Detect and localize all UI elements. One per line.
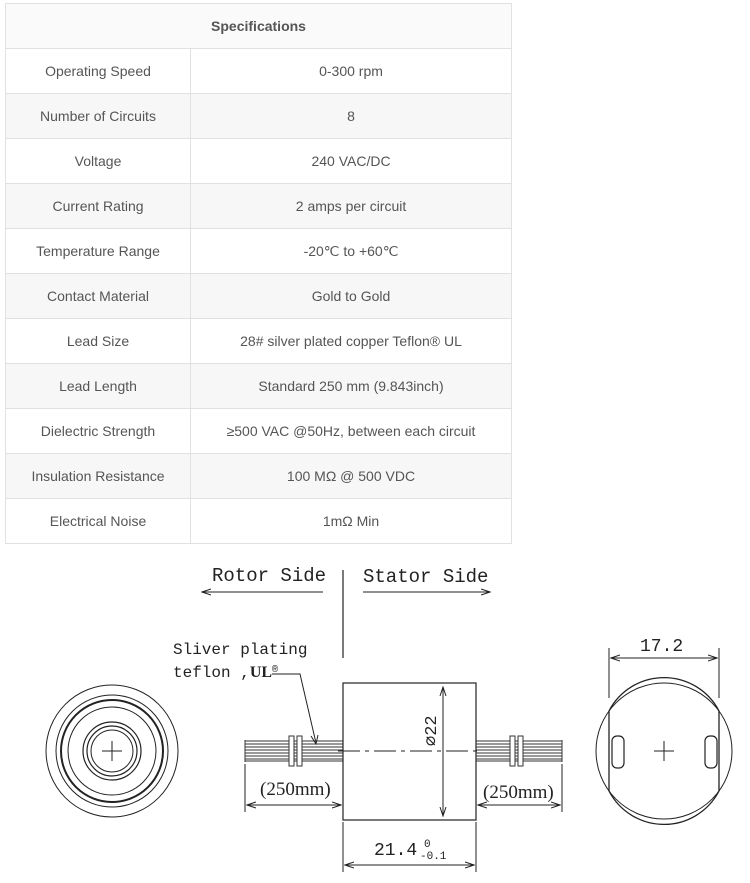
table-row (6, 229, 512, 274)
spec-value: 240 VAC/DC (191, 139, 512, 184)
lead-note-line1: Sliver plating (173, 641, 308, 659)
table-row (6, 139, 512, 184)
table-row (6, 499, 512, 544)
spec-value: 100 MΩ @ 500 VDC (191, 454, 512, 499)
spec-label: Lead Size (6, 319, 191, 364)
stator-end-view (596, 648, 732, 824)
table-row (6, 184, 512, 229)
table-row (6, 364, 512, 409)
left-lead-length-label: (250mm) (260, 779, 331, 800)
left-lead-wires (245, 736, 343, 766)
spec-value: 1mΩ Min (191, 499, 512, 544)
table-title: Specifications (6, 4, 512, 49)
rotor-end-view (46, 685, 178, 817)
spec-label: Dielectric Strength (6, 409, 191, 454)
lead-note-reg: ® (272, 665, 279, 676)
rotor-side-label: Rotor Side (212, 565, 327, 587)
tolerance-upper: 0 (424, 839, 431, 851)
flat-width-label: 17.2 (640, 637, 684, 657)
spec-value: 28# silver plated copper Teflon® UL (191, 319, 512, 364)
spec-value: Gold to Gold (191, 274, 512, 319)
specifications-table (5, 3, 512, 544)
spec-label: Lead Length (6, 364, 191, 409)
spec-value: 0-300 rpm (191, 49, 512, 94)
spec-value: Standard 250 mm (9.843inch) (191, 364, 512, 409)
lead-note-line2 (173, 664, 278, 682)
table-header-row (6, 4, 512, 49)
table-row (6, 454, 512, 499)
spec-value: 2 amps per circuit (191, 184, 512, 229)
spec-label: Temperature Range (6, 229, 191, 274)
table-row (6, 319, 512, 364)
spec-value: 8 (191, 94, 512, 139)
lead-note-leader (272, 674, 316, 743)
spec-label: Operating Speed (6, 49, 191, 94)
table-row (6, 94, 512, 139)
table-row (6, 49, 512, 94)
table-row (6, 274, 512, 319)
spec-label: Voltage (6, 139, 191, 184)
slip-ring-technical-drawing (0, 550, 750, 883)
spec-value: ≥500 VAC @50Hz, between each circuit (191, 409, 512, 454)
lead-note-teflon: teflon , (173, 664, 250, 682)
diameter-label: ⌀22 (423, 715, 442, 746)
spec-label: Current Rating (6, 184, 191, 229)
lead-note-ul: UL (249, 664, 273, 681)
spec-label: Insulation Resistance (6, 454, 191, 499)
body-length-label: 21.4 (374, 841, 418, 861)
stator-side-label: Stator Side (363, 566, 489, 588)
spec-value: -20℃ to +60℃ (191, 229, 512, 274)
right-lead-length-label: (250mm) (483, 782, 554, 803)
table-row (6, 409, 512, 454)
tolerance-lower: -0.1 (420, 851, 447, 863)
spec-label: Contact Material (6, 274, 191, 319)
right-lead-wires (476, 736, 562, 766)
spec-label: Number of Circuits (6, 94, 191, 139)
spec-label: Electrical Noise (6, 499, 191, 544)
